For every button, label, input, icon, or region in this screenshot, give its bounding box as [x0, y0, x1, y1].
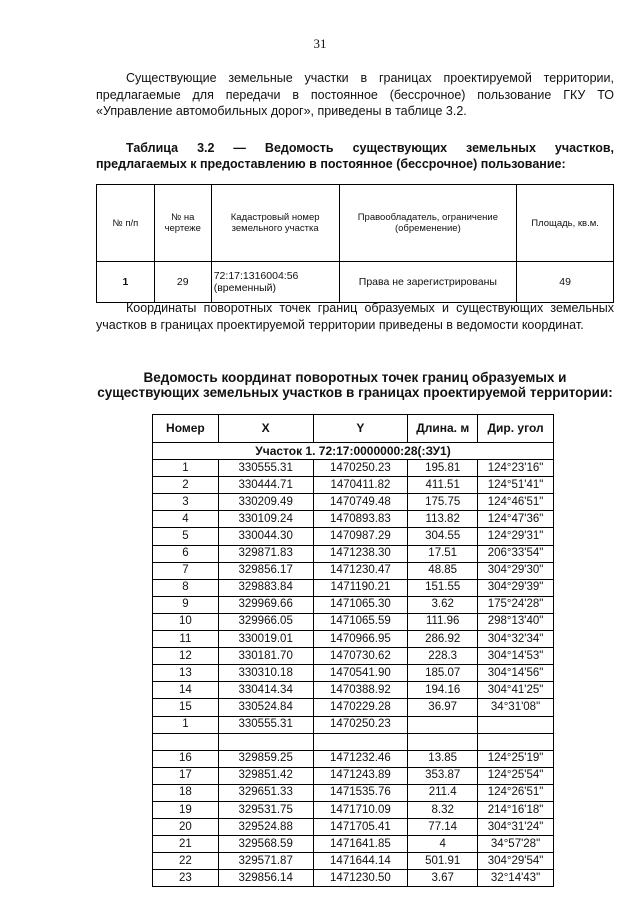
table-cell: [153, 733, 219, 750]
table-row: [153, 801, 554, 818]
table-cell: 3.67: [408, 870, 478, 887]
section-title: Участок 1. 72:17:0000000:28(:ЗУ1): [153, 443, 554, 460]
table-cell: 353.87: [408, 767, 478, 784]
table-row: [153, 596, 554, 613]
table-cell: 16: [153, 750, 219, 767]
table-cell: 34°31'08": [478, 699, 554, 716]
table-cell: 17: [153, 767, 219, 784]
table-cell: 304°32'34": [478, 631, 554, 648]
table-cell: 330044.30: [218, 528, 313, 545]
table-cell: 1471065.59: [313, 613, 408, 630]
table-row: [153, 579, 554, 596]
table1-header-cell: Площадь, кв.м.: [517, 185, 614, 262]
table-cell: 329851.42: [218, 767, 313, 784]
table-cell: 34°57'28": [478, 836, 554, 853]
table-cell: 329571.87: [218, 853, 313, 870]
table1-cell: 1: [97, 262, 155, 303]
table-cell: 124°26'51": [478, 784, 554, 801]
table-row: [153, 767, 554, 784]
table-cell: 329524.88: [218, 819, 313, 836]
table-cell: 1470411.82: [313, 477, 408, 494]
table-row: [153, 699, 554, 716]
table-cell: [478, 716, 554, 733]
table-cell: [218, 733, 313, 750]
table-cell: 124°23'16": [478, 460, 554, 477]
table-cell: 13.85: [408, 750, 478, 767]
table-row: [153, 853, 554, 870]
table-cell: 124°25'19": [478, 750, 554, 767]
table-cell: 304°29'54": [478, 853, 554, 870]
table-cell: 113.82: [408, 511, 478, 528]
table-cell: 1471710.09: [313, 801, 408, 818]
table-cell: 18: [153, 784, 219, 801]
table-row: [153, 460, 554, 477]
table-cell: 1470388.92: [313, 682, 408, 699]
table-cell: 304°41'25": [478, 682, 554, 699]
table-cell: 185.07: [408, 665, 478, 682]
table-cell: 1470893.83: [313, 511, 408, 528]
table-cell: 1471190.21: [313, 579, 408, 596]
table-cell: 1471705.41: [313, 819, 408, 836]
table-cell: 304°14'56": [478, 665, 554, 682]
table1-header-cell: Кадастровый номер земельного участка: [211, 185, 339, 262]
section-row: [153, 443, 554, 460]
table-cell: 13: [153, 665, 219, 682]
table-cell: 330019.01: [218, 631, 313, 648]
table-cell: 1471230.50: [313, 870, 408, 887]
table-cell: 151.55: [408, 579, 478, 596]
table-row: [153, 784, 554, 801]
table-cell: 329568.59: [218, 836, 313, 853]
table-cell: 8.32: [408, 801, 478, 818]
table-row: [153, 665, 554, 682]
table-cell: 330555.31: [218, 460, 313, 477]
land-plots-table: [96, 184, 614, 303]
coordinates-table: [152, 414, 554, 887]
table-cell: 330414.34: [218, 682, 313, 699]
table1-header-cell: Правообладатель, ограничение (обременение): [339, 185, 517, 262]
table-cell: 211.4: [408, 784, 478, 801]
table-cell: 304°31'24": [478, 819, 554, 836]
table-cell: 11: [153, 631, 219, 648]
table-cell: [478, 733, 554, 750]
table-cell: 23: [153, 870, 219, 887]
table-cell: 329871.83: [218, 545, 313, 562]
coordinates-header-cell: Длина. м: [408, 415, 478, 443]
table-cell: [313, 733, 408, 750]
table-cell: 304°29'30": [478, 562, 554, 579]
table-row: [153, 562, 554, 579]
table1-cell: 49: [517, 262, 614, 303]
table-cell: 329969.66: [218, 596, 313, 613]
coordinates-header-row: [153, 415, 554, 443]
table-cell: 411.51: [408, 477, 478, 494]
table-cell: 1470749.48: [313, 494, 408, 511]
coordinates-table-title: Ведомость координат поворотных точек границ образуемых и существующих земельных участков в границах проектируемой территории:: [97, 370, 613, 400]
table-cell: 1471641.85: [313, 836, 408, 853]
table-cell: 298°13'40": [478, 613, 554, 630]
table-row: [153, 511, 554, 528]
table-cell: 124°25'54": [478, 767, 554, 784]
table-cell: 175°24'28": [478, 596, 554, 613]
table-cell: 8: [153, 579, 219, 596]
coordinates-header-cell: Y: [313, 415, 408, 443]
table-cell: 1470250.23: [313, 460, 408, 477]
table-row: [153, 631, 554, 648]
table-cell: 10: [153, 613, 219, 630]
table-row: [153, 477, 554, 494]
table-cell: 304°14'53": [478, 648, 554, 665]
table-cell: 194.16: [408, 682, 478, 699]
table-cell: 4: [408, 836, 478, 853]
table-cell: 4: [153, 511, 219, 528]
table1-cell: 72:17:1316004:56 (временный): [211, 262, 339, 303]
table-row: [153, 836, 554, 853]
table-row: [153, 613, 554, 630]
table-cell: 195.81: [408, 460, 478, 477]
table-cell: 286.92: [408, 631, 478, 648]
table-row: [153, 750, 554, 767]
table-cell: 304.55: [408, 528, 478, 545]
table-cell: 7: [153, 562, 219, 579]
table-cell: [408, 733, 478, 750]
table-cell: 22: [153, 853, 219, 870]
table1-row: [97, 262, 614, 303]
table-cell: 330310.18: [218, 665, 313, 682]
table-cell: 124°47'36": [478, 511, 554, 528]
table-cell: 330209.49: [218, 494, 313, 511]
coordinates-header-cell: Дир. угол: [478, 415, 554, 443]
table-cell: 1470541.90: [313, 665, 408, 682]
table-cell: 1470987.29: [313, 528, 408, 545]
table-cell: 3: [153, 494, 219, 511]
table-cell: 21: [153, 836, 219, 853]
table1-header-cell: № на чертеже: [154, 185, 211, 262]
table-cell: 330109.24: [218, 511, 313, 528]
table-cell: 124°29'31": [478, 528, 554, 545]
intro-paragraph: Существующие земельные участки в границах проектируемой территории, предлагаемые для передачи в постоянное (бессрочное) пользование ГКУ ТО «Управление автомобильных дорог», приведены в таблице 3.2.: [96, 71, 614, 118]
coordinates-paragraph: Координаты поворотных точек границ образуемых и существующих земельных участков в границах проектируемой территории приведены в ведомости координат.: [96, 301, 614, 332]
table-cell: [408, 716, 478, 733]
table-cell: 1470966.95: [313, 631, 408, 648]
table-cell: 330524.84: [218, 699, 313, 716]
table-cell: 124°51'41": [478, 477, 554, 494]
table-cell: 501.91: [408, 853, 478, 870]
table-cell: 124°46'51": [478, 494, 554, 511]
table-cell: 330555.31: [218, 716, 313, 733]
table-cell: 1: [153, 460, 219, 477]
table-cell: 20: [153, 819, 219, 836]
coordinates-header-cell: Номер: [153, 415, 219, 443]
table-cell: 330444.71: [218, 477, 313, 494]
table-cell: 214°16'18": [478, 801, 554, 818]
table-cell: 111.96: [408, 613, 478, 630]
table-row: [153, 648, 554, 665]
table-cell: 1471535.76: [313, 784, 408, 801]
table-cell: 329651.33: [218, 784, 313, 801]
table-cell: 3.62: [408, 596, 478, 613]
table-cell: 1471243.89: [313, 767, 408, 784]
table-cell: 329856.17: [218, 562, 313, 579]
table-row: [153, 733, 554, 750]
table-row: [153, 870, 554, 887]
table-cell: 329859.25: [218, 750, 313, 767]
table-cell: 329856.14: [218, 870, 313, 887]
table-cell: 36.97: [408, 699, 478, 716]
table-row: [153, 682, 554, 699]
table-row: [153, 716, 554, 733]
table-cell: 175.75: [408, 494, 478, 511]
table-row: [153, 819, 554, 836]
table1-header-cell: № п/п: [97, 185, 155, 262]
table-cell: 329531.75: [218, 801, 313, 818]
table-cell: 330181.70: [218, 648, 313, 665]
table-cell: 77.14: [408, 819, 478, 836]
table-cell: 329883.84: [218, 579, 313, 596]
table-row: [153, 494, 554, 511]
table-cell: 304°29'39": [478, 579, 554, 596]
table-row: [153, 528, 554, 545]
table1-header-row: [97, 185, 614, 262]
table-cell: 15: [153, 699, 219, 716]
table-cell: 1471230.47: [313, 562, 408, 579]
table-cell: 1: [153, 716, 219, 733]
table1-caption: Таблица 3.2 — Ведомость существующих земельных участков, предлагаемых к предоставлению в постоянное (бессрочное) пользование:: [96, 141, 614, 171]
table1-cell: 29: [154, 262, 211, 303]
table-cell: 206°33'54": [478, 545, 554, 562]
table-cell: 228.3: [408, 648, 478, 665]
table-cell: 5: [153, 528, 219, 545]
table-cell: 48.85: [408, 562, 478, 579]
table-cell: 32°14'43": [478, 870, 554, 887]
table-cell: 9: [153, 596, 219, 613]
table-cell: 1470229.28: [313, 699, 408, 716]
table-row: [153, 545, 554, 562]
table-cell: 1471232.46: [313, 750, 408, 767]
table-cell: 17.51: [408, 545, 478, 562]
table-cell: 14: [153, 682, 219, 699]
table-cell: 1470250.23: [313, 716, 408, 733]
table-cell: 1471065.30: [313, 596, 408, 613]
table-cell: 1470730.62: [313, 648, 408, 665]
table-cell: 6: [153, 545, 219, 562]
table-cell: 19: [153, 801, 219, 818]
table1-cell: Права не зарегистрированы: [339, 262, 517, 303]
table-cell: 2: [153, 477, 219, 494]
coordinates-header-cell: X: [218, 415, 313, 443]
table-cell: 1471238.30: [313, 545, 408, 562]
table-cell: 329966.05: [218, 613, 313, 630]
table-cell: 12: [153, 648, 219, 665]
table-cell: 1471644.14: [313, 853, 408, 870]
page-number: 31: [313, 36, 327, 51]
